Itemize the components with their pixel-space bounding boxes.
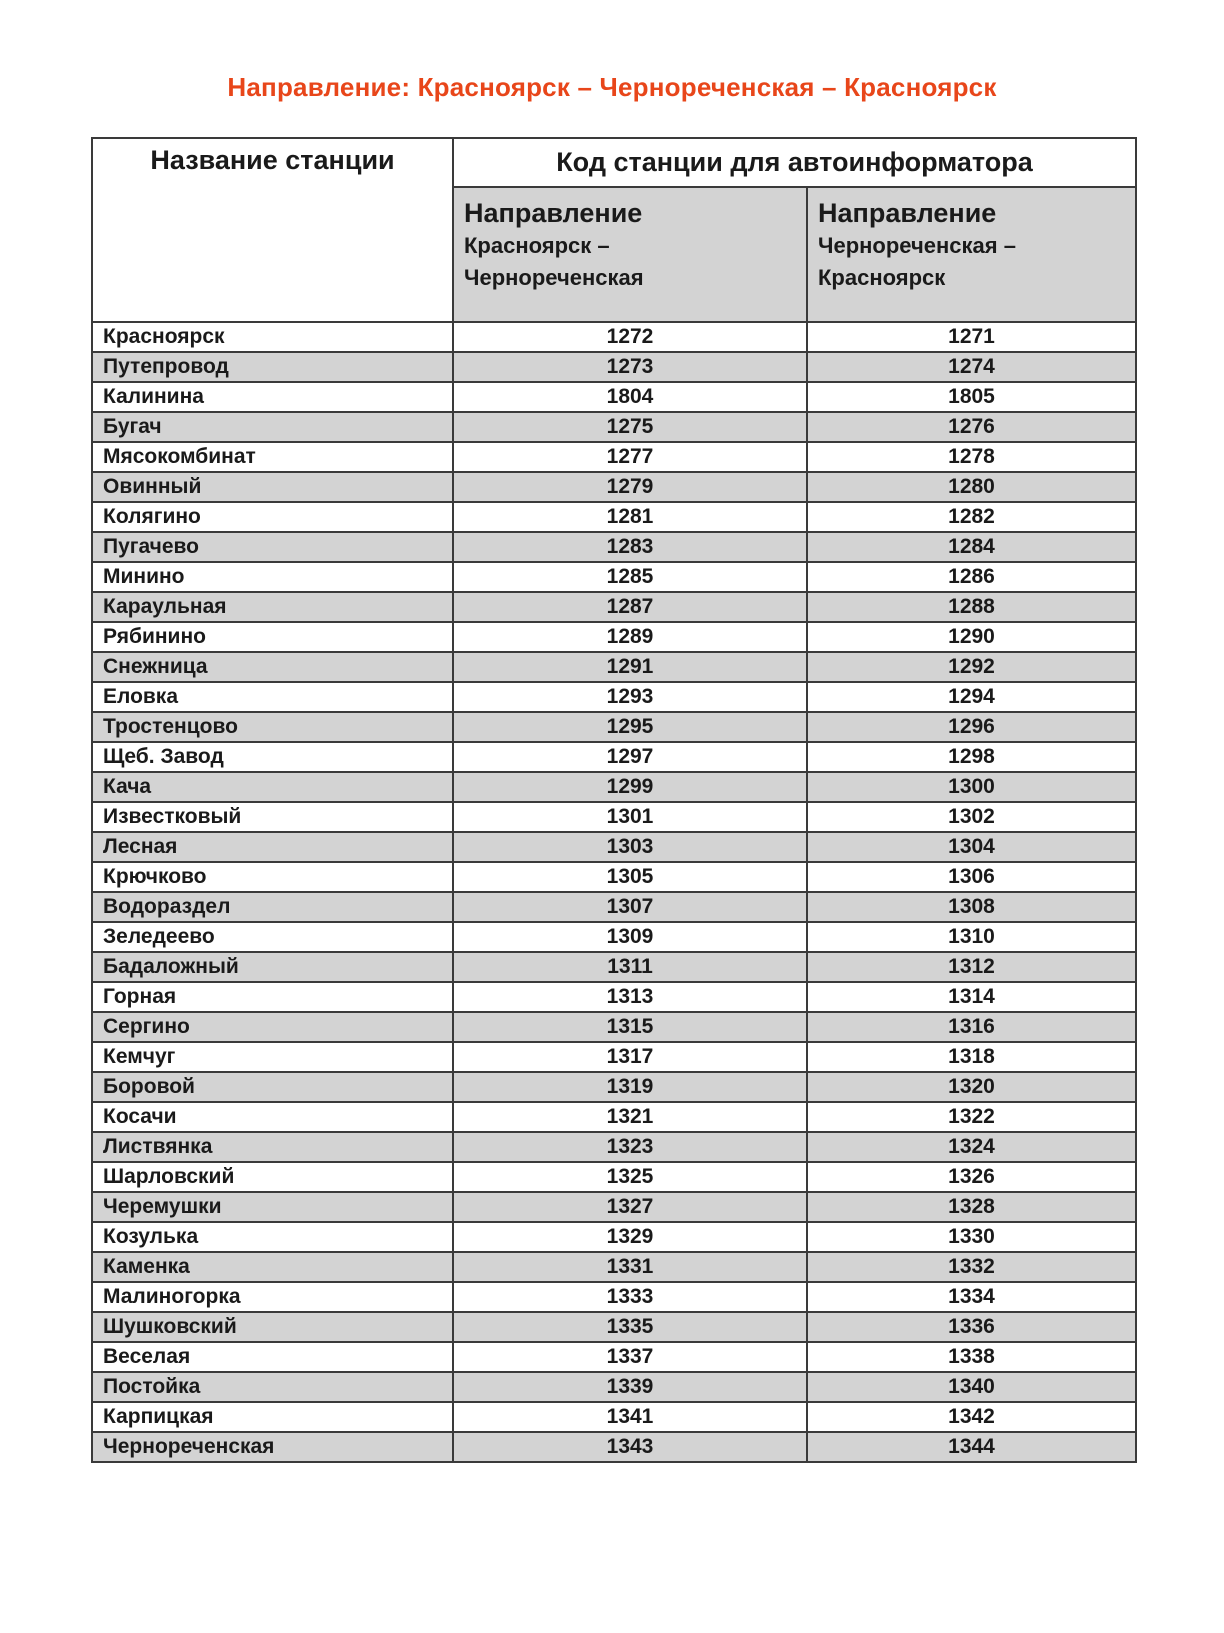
code-direction-a-cell: 1295 bbox=[453, 712, 807, 742]
table-row bbox=[92, 922, 1136, 952]
table-row bbox=[92, 352, 1136, 382]
code-direction-b-cell: 1322 bbox=[807, 1102, 1136, 1132]
code-direction-b-cell: 1284 bbox=[807, 532, 1136, 562]
station-code-table bbox=[91, 137, 1137, 1463]
table-row bbox=[92, 1282, 1136, 1312]
station-name-cell: Шушковский bbox=[92, 1312, 453, 1342]
table-row bbox=[92, 382, 1136, 412]
code-direction-b-cell: 1304 bbox=[807, 832, 1136, 862]
table-row bbox=[92, 892, 1136, 922]
station-name-cell: Карпицкая bbox=[92, 1402, 453, 1432]
code-direction-a-cell: 1281 bbox=[453, 502, 807, 532]
code-direction-b-cell: 1324 bbox=[807, 1132, 1136, 1162]
code-direction-b-cell: 1280 bbox=[807, 472, 1136, 502]
station-name-cell: Боровой bbox=[92, 1072, 453, 1102]
table-row bbox=[92, 1012, 1136, 1042]
station-name-cell: Чернореченская bbox=[92, 1432, 453, 1462]
table-row bbox=[92, 952, 1136, 982]
station-name-cell: Тростенцово bbox=[92, 712, 453, 742]
code-direction-b-cell: 1294 bbox=[807, 682, 1136, 712]
code-direction-b-cell: 1278 bbox=[807, 442, 1136, 472]
code-direction-a-cell: 1315 bbox=[453, 1012, 807, 1042]
table-row bbox=[92, 532, 1136, 562]
code-direction-a-cell: 1289 bbox=[453, 622, 807, 652]
header-direction-b-label: Направление bbox=[818, 197, 997, 228]
code-direction-a-cell: 1272 bbox=[453, 322, 807, 352]
code-direction-b-cell: 1298 bbox=[807, 742, 1136, 772]
table-row bbox=[92, 622, 1136, 652]
station-name-cell: Веселая bbox=[92, 1342, 453, 1372]
table-row bbox=[92, 1342, 1136, 1372]
table-row bbox=[92, 1252, 1136, 1282]
code-direction-a-cell: 1319 bbox=[453, 1072, 807, 1102]
code-direction-b-cell: 1318 bbox=[807, 1042, 1136, 1072]
header-direction-b-to: Красноярск bbox=[818, 264, 946, 290]
station-name-cell: Рябинино bbox=[92, 622, 453, 652]
header-direction-a-from: Красноярск – bbox=[464, 232, 610, 258]
code-direction-a-cell: 1337 bbox=[453, 1342, 807, 1372]
page-title: Направление: Красноярск – Чернореченская – Красноярск bbox=[227, 72, 997, 102]
header-direction-b-from: Чернореченская – bbox=[818, 232, 1016, 258]
code-direction-b-cell: 1320 bbox=[807, 1072, 1136, 1102]
table-row bbox=[92, 1432, 1136, 1462]
code-direction-b-cell: 1308 bbox=[807, 892, 1136, 922]
station-name-cell: Щеб. Завод bbox=[92, 742, 453, 772]
code-direction-a-cell: 1285 bbox=[453, 562, 807, 592]
code-direction-a-cell: 1804 bbox=[453, 382, 807, 412]
table-row bbox=[92, 442, 1136, 472]
station-name-cell: Снежница bbox=[92, 652, 453, 682]
station-name-cell: Бадаложный bbox=[92, 952, 453, 982]
table-row bbox=[92, 712, 1136, 742]
table-row bbox=[92, 1102, 1136, 1132]
code-direction-a-cell: 1279 bbox=[453, 472, 807, 502]
station-name-cell: Козулька bbox=[92, 1222, 453, 1252]
code-direction-b-cell: 1290 bbox=[807, 622, 1136, 652]
code-direction-b-cell: 1805 bbox=[807, 382, 1136, 412]
table-row bbox=[92, 592, 1136, 622]
code-direction-b-cell: 1340 bbox=[807, 1372, 1136, 1402]
table-row bbox=[92, 562, 1136, 592]
header-station-code: Код станции для автоинформатора bbox=[453, 138, 1136, 187]
station-name-cell: Путепровод bbox=[92, 352, 453, 382]
station-name-cell: Сергино bbox=[92, 1012, 453, 1042]
station-name-cell: Лесная bbox=[92, 832, 453, 862]
table-row bbox=[92, 982, 1136, 1012]
code-direction-b-cell: 1300 bbox=[807, 772, 1136, 802]
code-direction-b-cell: 1312 bbox=[807, 952, 1136, 982]
station-name-cell: Крючково bbox=[92, 862, 453, 892]
station-name-cell: Малиногорка bbox=[92, 1282, 453, 1312]
table-row bbox=[92, 1312, 1136, 1342]
table-row bbox=[92, 1402, 1136, 1432]
code-direction-a-cell: 1293 bbox=[453, 682, 807, 712]
code-direction-a-cell: 1309 bbox=[453, 922, 807, 952]
code-direction-b-cell: 1328 bbox=[807, 1192, 1136, 1222]
code-direction-a-cell: 1341 bbox=[453, 1402, 807, 1432]
table-row bbox=[92, 472, 1136, 502]
station-name-cell: Горная bbox=[92, 982, 453, 1012]
code-direction-a-cell: 1329 bbox=[453, 1222, 807, 1252]
code-direction-a-cell: 1303 bbox=[453, 832, 807, 862]
station-name-cell: Известковый bbox=[92, 802, 453, 832]
station-name-cell: Кача bbox=[92, 772, 453, 802]
code-direction-a-cell: 1317 bbox=[453, 1042, 807, 1072]
table-body bbox=[92, 322, 1136, 1462]
code-direction-b-cell: 1330 bbox=[807, 1222, 1136, 1252]
header-direction-a-to: Чернореченская bbox=[464, 264, 644, 290]
station-name-cell: Кемчуг bbox=[92, 1042, 453, 1072]
code-direction-b-cell: 1302 bbox=[807, 802, 1136, 832]
station-name-cell: Шарловский bbox=[92, 1162, 453, 1192]
table-row bbox=[92, 772, 1136, 802]
table-row bbox=[92, 832, 1136, 862]
table-row bbox=[92, 322, 1136, 352]
station-name-cell: Косачи bbox=[92, 1102, 453, 1132]
code-direction-a-cell: 1305 bbox=[453, 862, 807, 892]
code-direction-a-cell: 1321 bbox=[453, 1102, 807, 1132]
code-direction-a-cell: 1307 bbox=[453, 892, 807, 922]
code-direction-b-cell: 1334 bbox=[807, 1282, 1136, 1312]
station-name-cell: Черемушки bbox=[92, 1192, 453, 1222]
station-name-cell: Колягино bbox=[92, 502, 453, 532]
code-direction-a-cell: 1301 bbox=[453, 802, 807, 832]
code-direction-a-cell: 1333 bbox=[453, 1282, 807, 1312]
table-row bbox=[92, 862, 1136, 892]
code-direction-b-cell: 1326 bbox=[807, 1162, 1136, 1192]
code-direction-b-cell: 1332 bbox=[807, 1252, 1136, 1282]
table-row bbox=[92, 742, 1136, 772]
station-name-cell: Овинный bbox=[92, 472, 453, 502]
code-direction-b-cell: 1310 bbox=[807, 922, 1136, 952]
code-direction-b-cell: 1306 bbox=[807, 862, 1136, 892]
table-row bbox=[92, 802, 1136, 832]
code-direction-a-cell: 1331 bbox=[453, 1252, 807, 1282]
code-direction-b-cell: 1336 bbox=[807, 1312, 1136, 1342]
table-row bbox=[92, 652, 1136, 682]
table-row bbox=[92, 1162, 1136, 1192]
station-name-cell: Водораздел bbox=[92, 892, 453, 922]
code-direction-a-cell: 1299 bbox=[453, 772, 807, 802]
code-direction-b-cell: 1288 bbox=[807, 592, 1136, 622]
code-direction-a-cell: 1325 bbox=[453, 1162, 807, 1192]
code-direction-a-cell: 1323 bbox=[453, 1132, 807, 1162]
code-direction-a-cell: 1343 bbox=[453, 1432, 807, 1462]
code-direction-b-cell: 1274 bbox=[807, 352, 1136, 382]
station-name-cell: Калинина bbox=[92, 382, 453, 412]
table-row bbox=[92, 1042, 1136, 1072]
code-direction-b-cell: 1338 bbox=[807, 1342, 1136, 1372]
code-direction-a-cell: 1327 bbox=[453, 1192, 807, 1222]
code-direction-a-cell: 1283 bbox=[453, 532, 807, 562]
code-direction-a-cell: 1297 bbox=[453, 742, 807, 772]
code-direction-b-cell: 1314 bbox=[807, 982, 1136, 1012]
code-direction-a-cell: 1273 bbox=[453, 352, 807, 382]
code-direction-b-cell: 1316 bbox=[807, 1012, 1136, 1042]
code-direction-a-cell: 1291 bbox=[453, 652, 807, 682]
station-name-cell: Пугачево bbox=[92, 532, 453, 562]
table-row bbox=[92, 1372, 1136, 1402]
header-direction-a bbox=[453, 187, 807, 322]
code-direction-b-cell: 1292 bbox=[807, 652, 1136, 682]
code-direction-a-cell: 1287 bbox=[453, 592, 807, 622]
code-direction-a-cell: 1277 bbox=[453, 442, 807, 472]
table-row bbox=[92, 1072, 1136, 1102]
code-direction-a-cell: 1339 bbox=[453, 1372, 807, 1402]
code-direction-b-cell: 1282 bbox=[807, 502, 1136, 532]
table-row bbox=[92, 502, 1136, 532]
header-direction-b bbox=[807, 187, 1136, 322]
code-direction-a-cell: 1275 bbox=[453, 412, 807, 442]
station-name-cell: Караульная bbox=[92, 592, 453, 622]
header-station-name: Название станции bbox=[92, 138, 453, 322]
station-name-cell: Постойка bbox=[92, 1372, 453, 1402]
station-name-cell: Бугач bbox=[92, 412, 453, 442]
code-direction-b-cell: 1344 bbox=[807, 1432, 1136, 1462]
code-direction-a-cell: 1313 bbox=[453, 982, 807, 1012]
station-name-cell: Зеледеево bbox=[92, 922, 453, 952]
code-direction-b-cell: 1296 bbox=[807, 712, 1136, 742]
code-direction-b-cell: 1342 bbox=[807, 1402, 1136, 1432]
code-direction-a-cell: 1311 bbox=[453, 952, 807, 982]
code-direction-b-cell: 1271 bbox=[807, 322, 1136, 352]
table-row bbox=[92, 682, 1136, 712]
table-row bbox=[92, 1192, 1136, 1222]
station-name-cell: Красноярск bbox=[92, 322, 453, 352]
station-name-cell: Еловка bbox=[92, 682, 453, 712]
header-direction-a-label: Направление bbox=[464, 197, 643, 228]
code-direction-b-cell: 1286 bbox=[807, 562, 1136, 592]
table-row bbox=[92, 412, 1136, 442]
station-name-cell: Каменка bbox=[92, 1252, 453, 1282]
table-row bbox=[92, 1222, 1136, 1252]
station-name-cell: Мясокомбинат bbox=[92, 442, 453, 472]
station-name-cell: Минино bbox=[92, 562, 453, 592]
station-name-cell: Листвянка bbox=[92, 1132, 453, 1162]
code-direction-b-cell: 1276 bbox=[807, 412, 1136, 442]
code-direction-a-cell: 1335 bbox=[453, 1312, 807, 1342]
table-row bbox=[92, 1132, 1136, 1162]
